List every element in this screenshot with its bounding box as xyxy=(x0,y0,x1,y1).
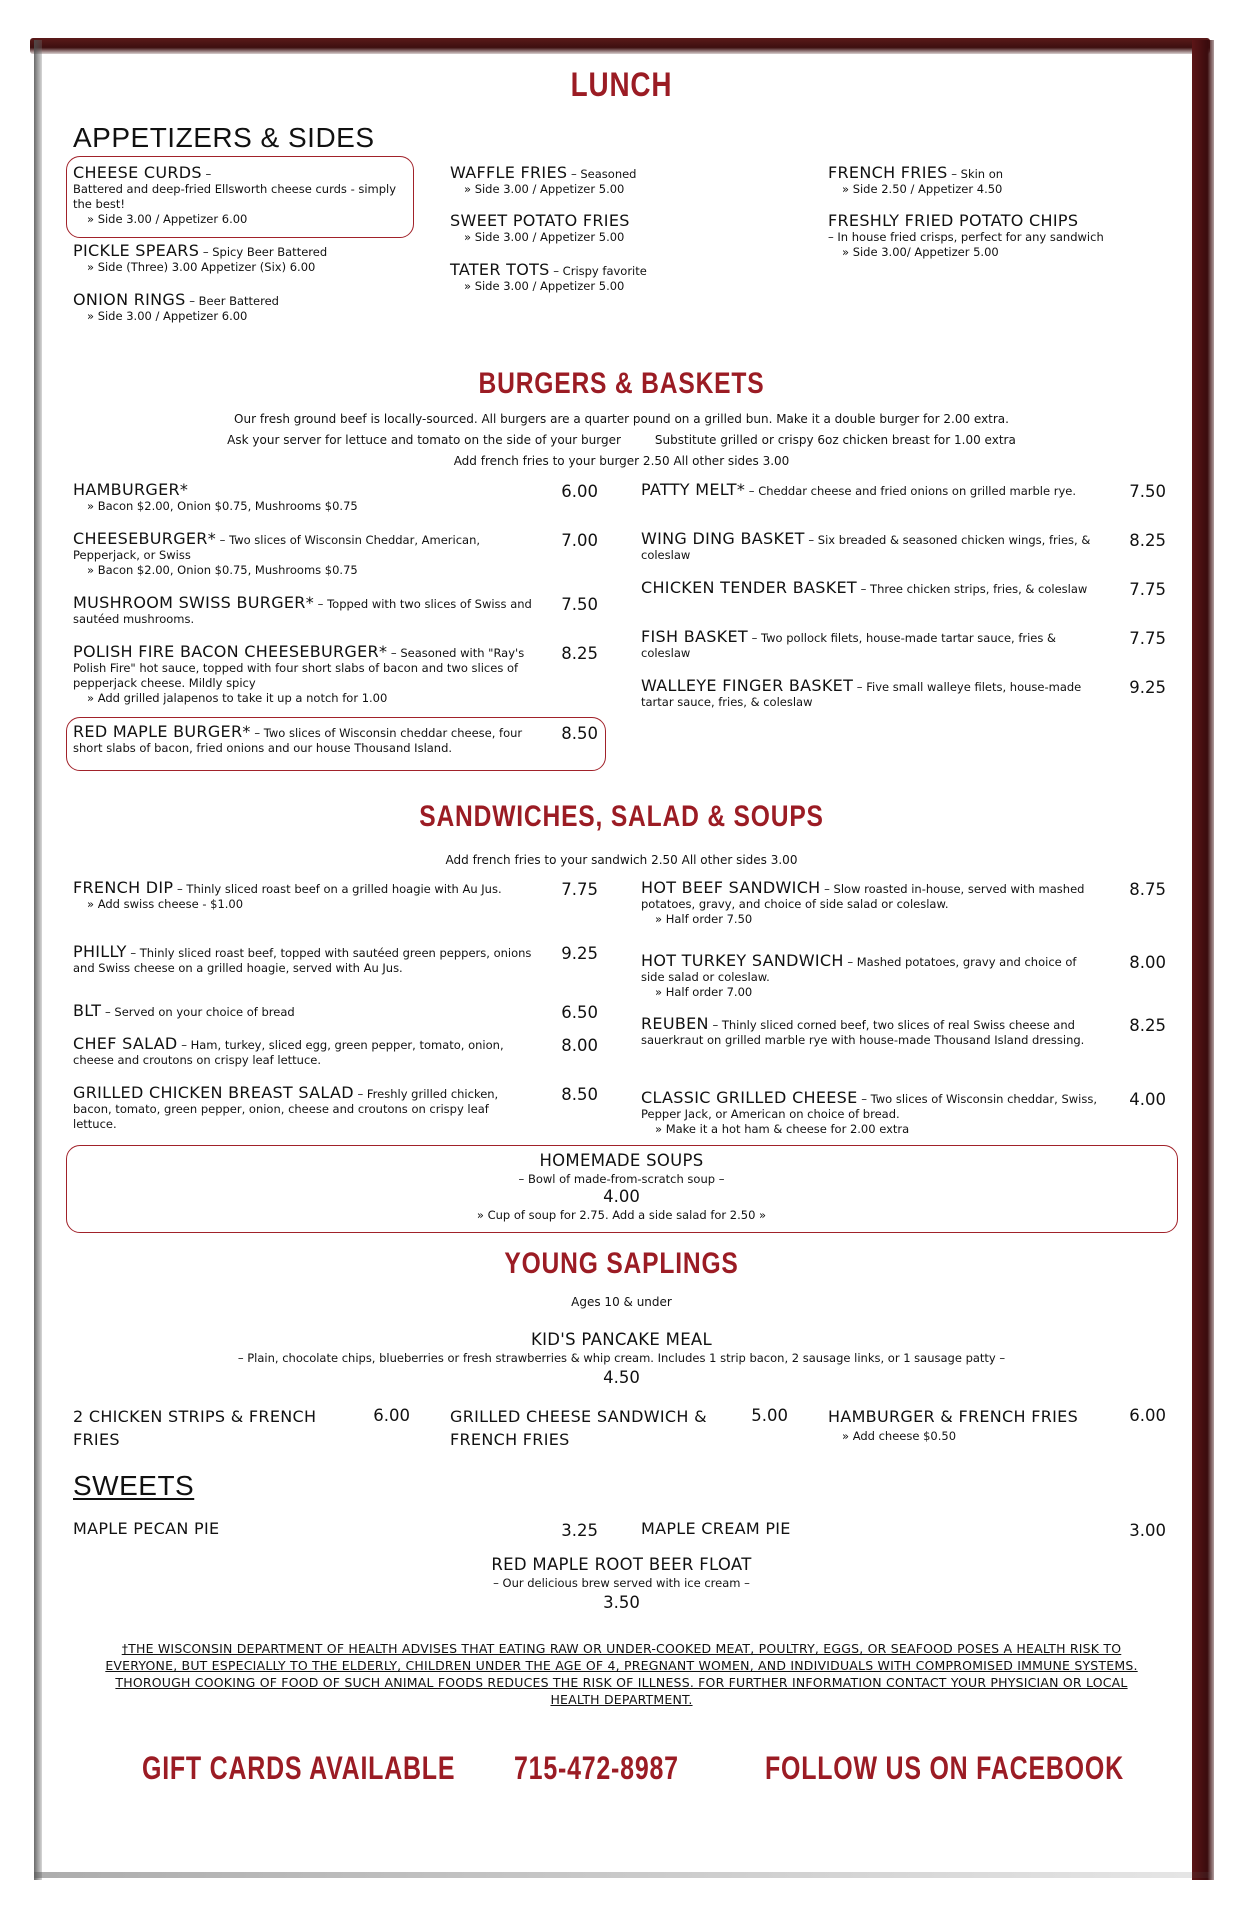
menu-item: BLT – Served on your choice of bread xyxy=(73,1001,295,1020)
float-price: 3.50 xyxy=(603,1593,640,1612)
item-price: 8.00 xyxy=(1129,953,1166,972)
float-block xyxy=(0,1555,1243,1612)
appetizers-heading: APPETIZERS & SIDES xyxy=(73,122,375,153)
item-price: 5.00 xyxy=(751,1406,788,1425)
menu-item: POLISH FIRE BACON CHEESEBURGER* – Seasoned with "Ray's Polish Fire" hot sauce, topped with four short slabs of bacon and two slices of pepperjack cheese. Mildly spicy » Add grilled jalapenos to take it up a notch for 1.00 xyxy=(73,642,525,705)
menu-item: RED MAPLE BURGER* – Two slices of Wisconsin cheddar cheese, four short slabs of bacon, fried onions and our house Thousand Island. xyxy=(73,722,523,755)
pancake-block xyxy=(0,1330,1243,1387)
appetizer-item: FRENCH FRIES – Skin on » Side 2.50 / Appetizer 4.50 xyxy=(828,163,1004,196)
menu-item: FRENCH DIP – Thinly sliced roast beef on a grilled hoagie with Au Jus. » Add swiss cheese - $1.00 xyxy=(73,878,502,911)
menu-item: GRILLED CHICKEN BREAST SALAD – Freshly grilled chicken, bacon, tomato, green pepper, onion, cheese and croutons on crispy leaf lettuce. xyxy=(73,1083,499,1131)
menu-item: HOT TURKEY SANDWICH – Mashed potatoes, gravy and choice of side salad or coleslaw. » Half order 7.00 xyxy=(641,951,1077,999)
burgers-title: BURGERS & BASKETS xyxy=(478,367,765,400)
item-price: 4.00 xyxy=(1129,1090,1166,1109)
menu-item: HOT BEEF SANDWICH – Slow roasted in-house, served with mashed potatoes, gravy, and choice of side salad or coleslaw. » Half order 7.50 xyxy=(641,878,1085,926)
frame-top-border xyxy=(30,38,1210,54)
appetizer-item: SWEET POTATO FRIES » Side 3.00 / Appetizer 5.00 xyxy=(450,211,630,244)
item-price: 8.50 xyxy=(561,1085,598,1104)
appetizer-item: CHEESE CURDS – Battered and deep-fried Ellsworth cheese curds - simply the best! » Side 3.00 / Appetizer 6.00 xyxy=(73,163,397,226)
item-price: 7.75 xyxy=(1129,580,1166,599)
menu-item: HAMBURGER* » Bacon $2.00, Onion $0.75, Mushrooms $0.75 xyxy=(73,480,358,513)
item-price: 6.00 xyxy=(373,1406,410,1425)
young-intro: Ages 10 & under xyxy=(571,1295,672,1309)
item-price: 3.00 xyxy=(1129,1521,1166,1540)
item-price: 9.25 xyxy=(1129,678,1166,697)
soups-desc: – Bowl of made-from-scratch soup – xyxy=(518,1172,725,1186)
soups-sub: » Cup of soup for 2.75. Add a side salad for 2.50 » xyxy=(476,1208,767,1222)
appetizer-item: TATER TOTS – Crispy favorite » Side 3.00 / Appetizer 5.00 xyxy=(450,260,647,293)
menu-item: FISH BASKET – Two pollock filets, house-made tartar sauce, fries & coleslaw xyxy=(641,627,1056,660)
burgers-intro-2: Ask your server for lettuce and tomato on the side of your burger Substitute grilled or crispy 6oz chicken breast for 1.00 extra xyxy=(227,433,1016,447)
frame-bottom-border xyxy=(34,1872,1212,1878)
item-price: 7.75 xyxy=(561,880,598,899)
phone-number[interactable]: 715-472-8987 xyxy=(514,1750,679,1786)
lunch-title: LUNCH xyxy=(570,66,673,104)
pancake-name: KID'S PANCAKE MEAL xyxy=(530,1330,712,1349)
float-name: RED MAPLE ROOT BEER FLOAT xyxy=(491,1555,752,1574)
kids-item: GRILLED CHEESE SANDWICH & FRENCH FRIES xyxy=(450,1407,707,1449)
menu-item: MUSHROOM SWISS BURGER* – Topped with two slices of Swiss and sautéed mushrooms. xyxy=(73,593,532,626)
pancake-price: 4.50 xyxy=(603,1368,640,1387)
menu-item: WALLEYE FINGER BASKET – Five small walleye filets, house-made tartar sauce, fries, & coleslaw xyxy=(641,676,1082,709)
appetizer-item: PICKLE SPEARS – Spicy Beer Battered » Side (Three) 3.00 Appetizer (Six) 6.00 xyxy=(73,241,328,274)
burgers-intro-3: Add french fries to your burger 2.50 All other sides 3.00 xyxy=(453,454,790,468)
kids-item: HAMBURGER & FRENCH FRIES » Add cheese $0.50 xyxy=(828,1407,1079,1443)
menu-item: PHILLY – Thinly sliced roast beef, topped with sautéed green peppers, onions and Swiss cheese on a grilled hoagie, served with Au Jus. xyxy=(73,942,532,975)
facebook-link[interactable]: FOLLOW US ON FACEBOOK xyxy=(765,1750,1124,1786)
young-title: YOUNG SAPLINGS xyxy=(504,1247,739,1280)
menu-item: PATTY MELT* – Cheddar cheese and fried onions on grilled marble rye. xyxy=(641,480,1077,499)
menu-item: WING DING BASKET – Six breaded & seasoned chicken wings, fries, & coleslaw xyxy=(641,529,1091,562)
item-price: 9.25 xyxy=(561,944,598,963)
item-price: 8.25 xyxy=(1129,531,1166,550)
menu-item: CHICKEN TENDER BASKET – Three chicken strips, fries, & coleslaw xyxy=(641,578,1088,597)
health-disclaimer: †THE WISCONSIN DEPARTMENT OF HEALTH ADVISES THAT EATING RAW OR UNDER-COOKED MEAT, POULTRY, EGGS, OR SEAFOOD POSES A HEALTH RISK TO EVERYONE, BUT ESPECIALLY TO THE ELDERLY, CHILDREN UNDER THE AGE OF 4, PREGNANT WOMEN, AND INDIVIDUALS WITH COMPROMISED IMMUNE SYSTEMS. THOROUGH COOKING OF FOOD OF SUCH ANIMAL FOODS REDUCES THE RISK OF ILLNESS. FOR FURTHER INFORMATION CONTACT YOUR PHYSICIAN OR LOCAL HEALTH DEPARTMENT. xyxy=(105,1641,1138,1707)
appetizer-item: WAFFLE FRIES – Seasoned » Side 3.00 / Appetizer 5.00 xyxy=(450,163,637,196)
item-price: 6.00 xyxy=(1129,1406,1166,1425)
item-price: 7.00 xyxy=(561,531,598,550)
appetizer-item: FRESHLY FRIED POTATO CHIPS – In house fried crisps, perfect for any sandwich » Side 3.00/ Appetizer 5.00 xyxy=(828,211,1104,259)
item-price: 8.00 xyxy=(561,1036,598,1055)
sandwiches-title: SANDWICHES, SALAD & SOUPS xyxy=(419,800,824,833)
item-price: 7.75 xyxy=(1129,629,1166,648)
item-price: 3.25 xyxy=(561,1521,598,1540)
sweets-item: MAPLE PECAN PIE xyxy=(73,1519,220,1538)
sweets-heading: SWEETS xyxy=(73,1470,195,1501)
gift-cards-text: GIFT CARDS AVAILABLE xyxy=(142,1750,456,1786)
item-price: 7.50 xyxy=(561,595,598,614)
item-price: 6.00 xyxy=(561,482,598,501)
item-price: 7.50 xyxy=(1129,482,1166,501)
sweets-item: MAPLE CREAM PIE xyxy=(641,1519,791,1538)
item-price: 8.50 xyxy=(561,724,598,743)
item-price: 8.25 xyxy=(561,644,598,663)
soups-name: HOMEMADE SOUPS xyxy=(539,1151,704,1170)
pancake-desc: – Plain, chocolate chips, blueberries or fresh strawberries & whip cream. Includes 1 strip bacon, 2 sausage links, or 1 sausage patty – xyxy=(237,1351,1006,1365)
menu-item: CHEESEBURGER* – Two slices of Wisconsin Cheddar, American, Pepperjack, or Swiss » Bacon $2.00, Onion $0.75, Mushrooms $0.75 xyxy=(73,529,481,577)
appetizer-item: ONION RINGS – Beer Battered » Side 3.00 / Appetizer 6.00 xyxy=(73,290,279,323)
menu-item: CHEF SALAD – Ham, turkey, sliced egg, green pepper, tomato, onion, cheese and croutons on crispy leaf lettuce. xyxy=(73,1034,504,1067)
sandwiches-intro: Add french fries to your sandwich 2.50 All other sides 3.00 xyxy=(445,853,798,867)
soups-block xyxy=(0,1152,1243,1224)
item-price: 6.50 xyxy=(561,1003,598,1022)
burgers-intro-1: Our fresh ground beef is locally-sourced. All burgers are a quarter pound on a grilled bun. Make it a double burger for 2.00 extra. xyxy=(234,412,1009,426)
menu-item: REUBEN – Thinly sliced corned beef, two slices of real Swiss cheese and sauerkraut on grilled marble rye with house-made Thousand Island dressing. xyxy=(641,1014,1085,1047)
item-price: 8.75 xyxy=(1129,880,1166,899)
item-price: 8.25 xyxy=(1129,1016,1166,1035)
soups-price: 4.00 xyxy=(603,1187,640,1206)
kids-item: 2 CHICKEN STRIPS & FRENCH FRIES xyxy=(73,1407,317,1449)
menu-item: CLASSIC GRILLED CHEESE – Two slices of Wisconsin cheddar, Swiss, Pepper Jack, or American on choice of bread. » Make it a hot ham & cheese for 2.00 extra xyxy=(641,1088,1098,1136)
float-desc: – Our delicious brew served with ice cream – xyxy=(493,1576,750,1590)
